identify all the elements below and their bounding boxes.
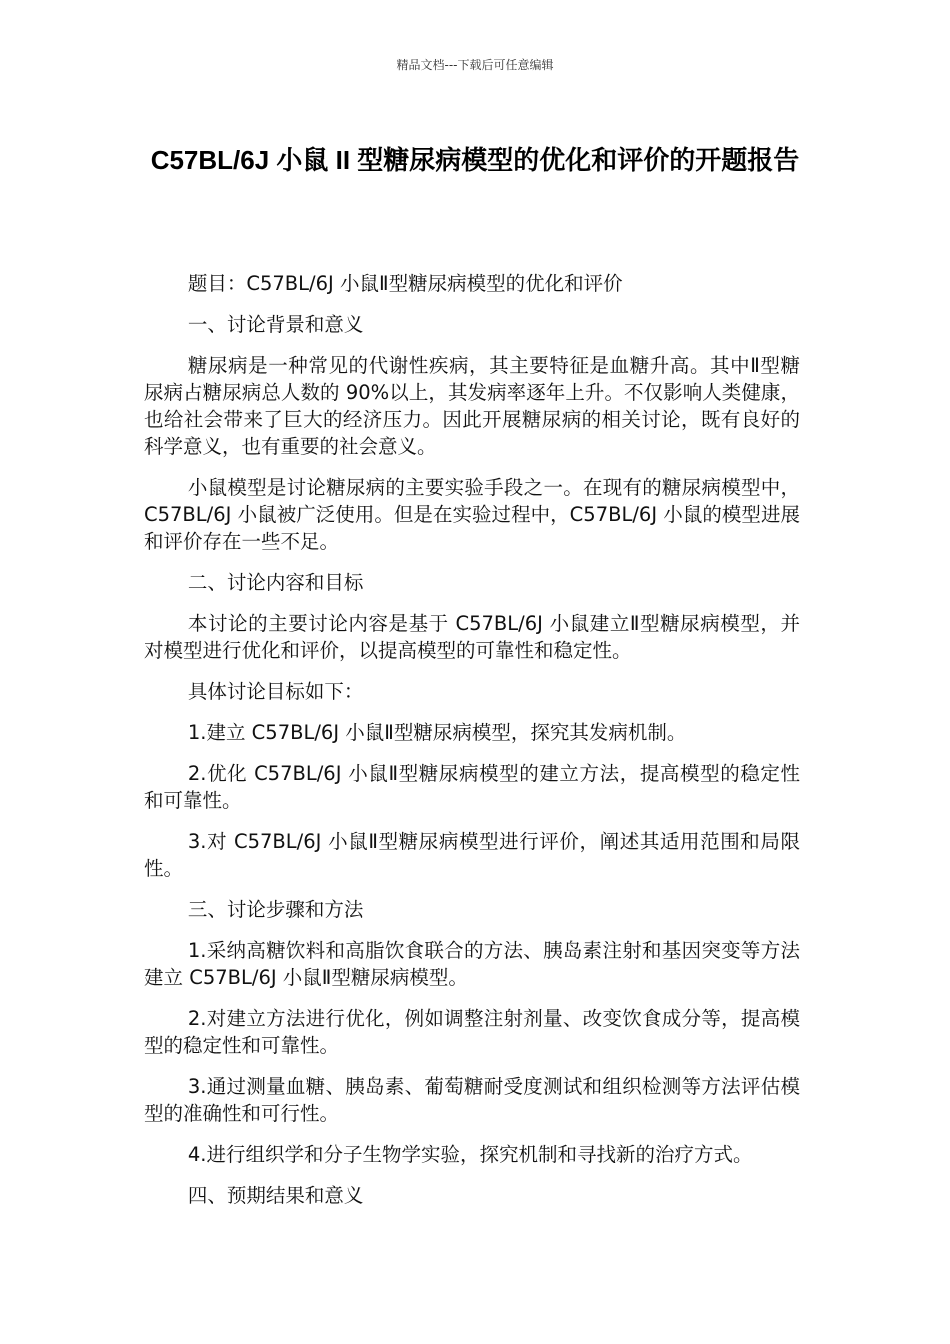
body-paragraph: 小鼠模型是讨论糖尿病的主要实验手段之一。在现有的糖尿病模型中，C57BL/6J 小鼠被广泛使用。但是在实验过程中，C57BL/6J 小鼠的模型进展和评价存在一些不足。 <box>144 476 800 553</box>
section-heading-expected-results: 四、预期结果和意义 <box>187 1184 364 1207</box>
body-paragraph: 本讨论的主要讨论内容是基于 C57BL/6J 小鼠建立Ⅱ型糖尿病模型，并对模型进行优化和评价，以提高模型的可靠性和稳定性。 <box>144 612 800 662</box>
step-item: 3.通过测量血糖、胰岛素、葡萄糖耐受度测试和组织检测等方法评估模型的准确性和可行性。 <box>144 1075 800 1125</box>
section-heading-content-goals: 二、讨论内容和目标 <box>187 571 364 594</box>
section-heading-background: 一、讨论背景和意义 <box>187 313 364 336</box>
document-title: C57BL/6J 小鼠 II 型糖尿病模型的优化和评价的开题报告 <box>150 145 800 175</box>
step-item: 1.采纳高糖饮料和高脂饮食联合的方法、胰岛素注射和基因突变等方法建立 C57BL/6J 小鼠Ⅱ型糖尿病模型。 <box>144 939 800 989</box>
step-item: 2.对建立方法进行优化，例如调整注射剂量、改变饮食成分等，提高模型的稳定性和可靠性。 <box>144 1007 800 1057</box>
section-heading-steps-methods: 三、讨论步骤和方法 <box>187 898 364 921</box>
goal-item: 1.建立 C57BL/6J 小鼠Ⅱ型糖尿病模型，探究其发病机制。 <box>187 721 687 744</box>
goal-item: 3.对 C57BL/6J 小鼠Ⅱ型糖尿病模型进行评价，阐述其适用范围和局限性。 <box>144 830 800 880</box>
step-item: 4.进行组织学和分子生物学实验，探究机制和寻找新的治疗方式。 <box>187 1143 753 1166</box>
body-paragraph: 具体讨论目标如下： <box>187 680 364 703</box>
document-body <box>144 270 800 1223</box>
topic-line: 题目：C57BL/6J 小鼠Ⅱ型糖尿病模型的优化和评价 <box>187 272 623 295</box>
body-paragraph: 糖尿病是一种常见的代谢性疾病，其主要特征是血糖升高。其中Ⅱ型糖尿病占糖尿病总人数的 90%以上，其发病率逐年上升。不仅影响人类健康，也给社会带来了巨大的经济压力。因此开展糖尿病的相关讨论，既有良好的科学意义，也有重要的社会意义。 <box>144 354 800 458</box>
page-header: 精品文档---下载后可任意编辑 <box>396 58 554 72</box>
goal-item: 2.优化 C57BL/6J 小鼠Ⅱ型糖尿病模型的建立方法，提高模型的稳定性和可靠性。 <box>144 762 800 812</box>
